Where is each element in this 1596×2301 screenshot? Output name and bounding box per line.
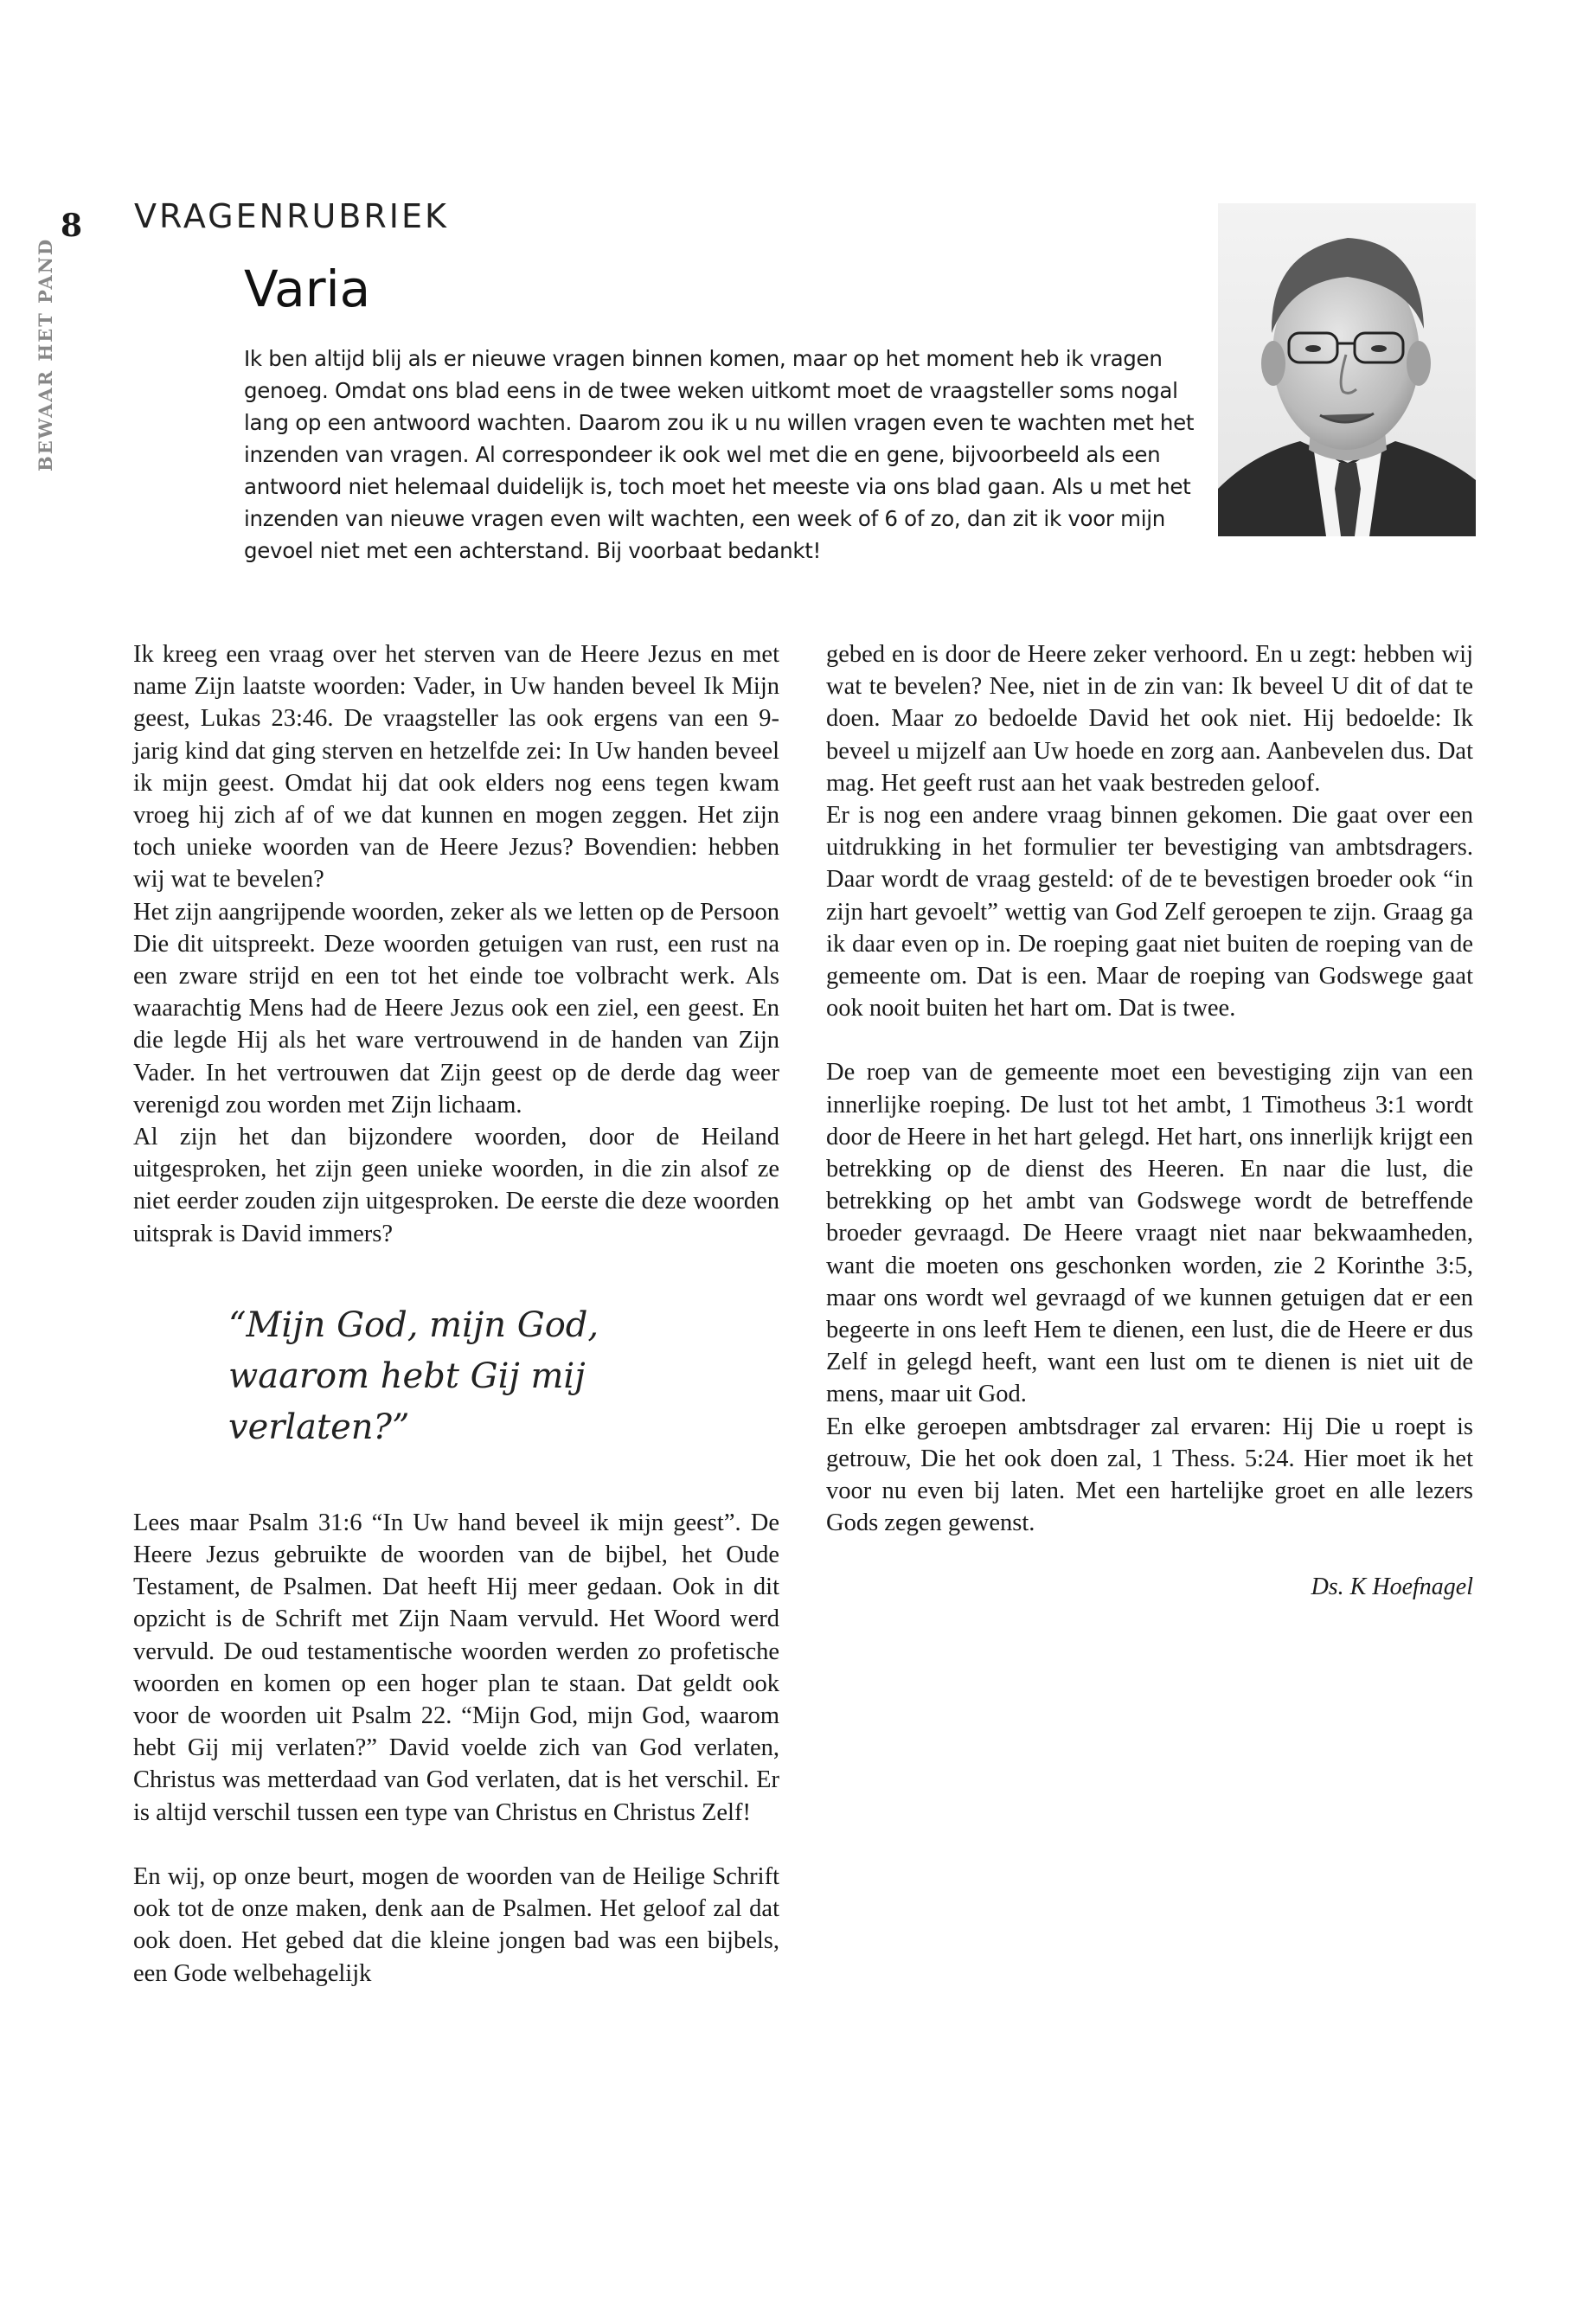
paragraph: gebed en is door de Heere zeker verhoord. En u zegt: hebben wij wat te bevelen? Nee, niet in de zin van: Ik beveel U dit of dat te doen. Maar zo bedoelde David het ook niet. Hij bedoelde: Ik beveel u mijzelf aan Uw hoede en zorg aan. Aanbevelen dus. Dat mag. Het geeft rust aan het vaak bestreden geloof. xyxy=(826,641,1473,797)
paragraph-gap xyxy=(826,1024,1473,1056)
intro-paragraph: Ik ben altijd blij als er nieuwe vragen binnen komen, maar op het moment heb ik vragen genoeg. Omdat ons blad eens in de twee weken uitkomt moet de vraagsteller soms nogal lang op een antwoord wachten. Daarom zou ik u nu willen vragen even te wachten met het inzenden van vragen. Al correspondeer ik ook wel met die en gene, bijvoorbeeld als een antwoord niet helemaal duidelijk is, toch moet het meeste via ons blad gaan. Als u met het inzenden van nieuwe vragen even wilt wachten, een week of 6 of zo, dan zit ik voor mijn gevoel niet met een achterstand. Bij voorbaat bedankt! xyxy=(244,346,1195,563)
paragraph: Er is nog een andere vraag binnen gekomen. Die gaat over een uitdrukking in het formulier ter bevestiging van ambtsdragers. Daar wordt de vraag gesteld: of de te bevestigen broeder ook “in zijn hart gevoelt” wettig van God Zelf geroepen te zijn. Graag ga ik daar even op in. De roeping gaat niet buiten de roeping van de gemeente om. Dat is een. Maar de roeping van Godswege gaat ook nooit buiten het hart om. Dat is twee. xyxy=(826,802,1473,1022)
author-photo xyxy=(1218,203,1476,536)
page-number: 8 xyxy=(61,208,83,244)
author-portrait-icon xyxy=(1218,203,1476,536)
paragraph: Het zijn aangrijpende woorden, zeker als we letten op de Persoon Die dit uitspreekt. Deze woorden getuigen van rust, een rust na een zware strijd en een tot het einde toe volbracht werk. Als waarachtig Mens had de Heere Jezus ook een ziel, een geest. En die legde Hij als het ware vertrouwend in de handen van Zijn Vader. In het vertrouwen dat Zijn geest op de derde dag weer verenigd zou worden met Zijn lichaam. xyxy=(133,898,779,1118)
right-column xyxy=(826,638,1473,1604)
paragraph: En elke geroepen ambtsdrager zal ervaren: Hij Die u roept is getrouw, Die het ook doen zal, 1 Thess. 5:24. Hier moet ik het voor nu even bij laten. Met een hartelijke groet en alle lezers Gods zegen gewenst. xyxy=(826,1413,1473,1537)
paragraph: De roep van de gemeente moet een bevestiging zijn van een innerlijke roeping. De lust tot het ambt, 1 Timotheus 3:1 wordt door de Heere in het hart gelegd. Het hart, ons innerlijk krijgt een betrekking op de dienst des Heeren. En naar die lust, die betrekking op het ambt van Godswege wordt de betreffende broeder gevraagd. De Heere vraagt niet naar bekwaamheden, want die moeten ons geschonken worden, zie 2 Korinthe 3:5, maar ons wordt wel gevraagd of we kunnen getuigen dat er een begeerte in ons leeft Hem te dienen, een lust, die de Heere er dus Zelf in gelegd heeft, want een lust om te dienen is niet uit de mens, maar uit God. xyxy=(826,1059,1473,1408)
paragraph: Al zijn het dan bijzondere woorden, door de Heiland uitgesproken, het zijn geen unieke woorden, in die zin alsof ze niet eerder zouden zijn uitgesproken. De eerste die deze woorden uitsprak is David immers? xyxy=(133,1124,779,1247)
paragraph-gap xyxy=(133,1829,779,1861)
paragraph: Ik kreeg een vraag over het sterven van de Heere Jezus en met name Zijn laatste woorden: Vader, in Uw handen beveel Ik Mijn geest, Lukas 23:46. De vraagsteller las ook ergens van een 9-jarig kind dat ging sterven en hetzelfde zei: In Uw handen beveel ik mijn geest. Omdat hij dat ook elders nog eens tegen kwam vroeg hij zich af of we dat kunnen en mogen zeggen. Het zijn toch unieke woorden van de Heere Jezus? Bovendien: hebben wij wat te bevelen? xyxy=(133,641,779,894)
section-label: VRAGENRUBRIEK xyxy=(134,197,449,235)
paragraph: En wij, op onze beurt, mogen de woorden van de Heilige Schrift ook tot de onze maken, denk aan de Psalmen. Het geloof zal dat ook doen. Het gebed dat die kleine jongen bad was een bijbels, een Gode welbehagelijk xyxy=(133,1862,779,1987)
article-title: Varia xyxy=(244,260,371,318)
intro-text xyxy=(244,343,1195,567)
pull-quote: “Mijn God, mijn God, waarom hebt Gij mij verlaten?” xyxy=(228,1304,599,1447)
author-signature: Ds. K Hoefnagel xyxy=(1311,1574,1473,1601)
left-column xyxy=(133,638,779,1990)
paragraph: Lees maar Psalm 31:6 “In Uw hand beveel ik mijn geest”. De Heere Jezus gebruikte de woorden van de bijbel, het Oude Testament, de Psalmen. Dat heeft Hij meer gedaan. Ook in dit opzicht is de Schrift met Zijn Naam vervuld. Het Woord werd vervuld. De oud testamentische woorden werden zo profetische woorden en komen op een hoger plan te staan. Dat geldt ook voor de woorden uit Psalm 22. “Mijn God, mijn God, waarom hebt Gij mij verlaten?” David voelde zich van God verlaten, Christus was metterdaad van God verlaten, dat is het verschil. Er is altijd verschil tussen een type van Christus en Christus Zelf! xyxy=(133,1509,779,1826)
running-head: BEWAAR HET PAND xyxy=(35,237,56,471)
